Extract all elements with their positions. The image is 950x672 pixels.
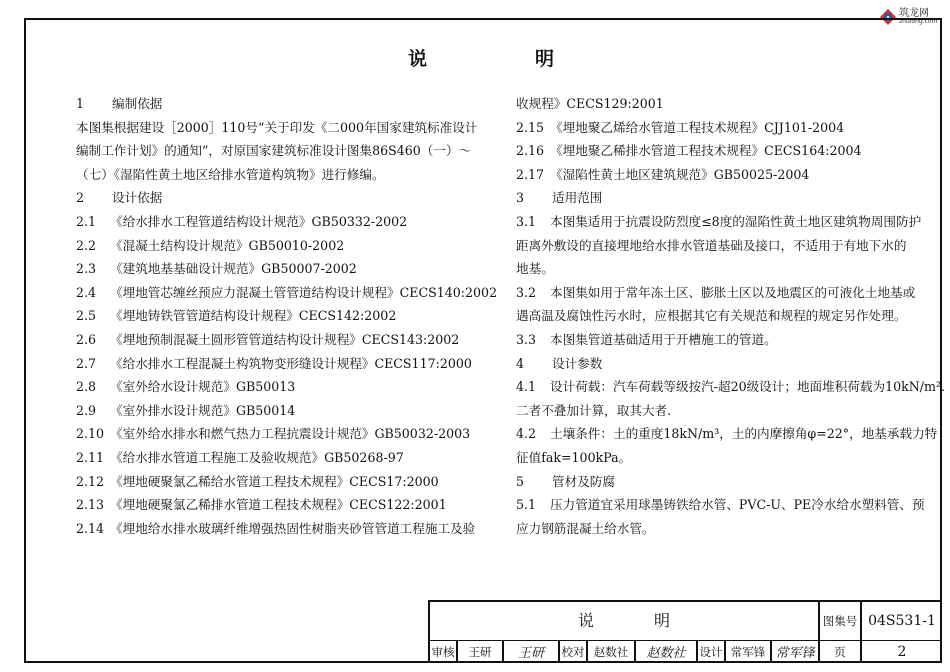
page-title: 说明 (408, 48, 663, 70)
list-item (516, 210, 922, 234)
designer-name: 常军锋 (730, 644, 766, 659)
item-number: 2.15 (516, 119, 545, 135)
item-number: 2.10 (76, 426, 105, 442)
list-item (516, 139, 916, 163)
list-item (516, 163, 916, 187)
title-block-top-row (430, 602, 942, 641)
item-text: 设计参数 (552, 355, 603, 371)
item-text: 土壤条件：土的重度18kN/m³，土的内摩擦角φ=22°，地基承载力特 (550, 426, 938, 442)
section-heading (516, 352, 916, 376)
item-text: 本图集适用于抗震设防烈度≤8度的湿陷性黄土地区建筑物周围防护 (550, 213, 922, 229)
item-text: 距离外敷设的直接埋地给水排水管道基础及接口，不适用于有地下水的 (516, 237, 907, 253)
list-item (76, 352, 472, 376)
list-item (76, 493, 456, 517)
paragraph-line (516, 517, 916, 541)
item-text: 《埋地管芯缠丝预应力混凝土管管道结构设计规程》CECS140:2002 (110, 284, 498, 300)
item-number: 2.2 (76, 237, 97, 253)
paragraph-line (76, 139, 472, 163)
list-item (76, 281, 498, 305)
check-label: 校对 (561, 644, 585, 659)
item-number: 2.16 (516, 143, 545, 159)
item-number: 2.11 (76, 449, 105, 465)
item-text: 《室外给水排水和燃气热力工程抗震设计规范》GB50032-2003 (110, 426, 471, 442)
section-heading (516, 186, 916, 210)
title-block-title: 说明 (577, 611, 730, 630)
left-column (76, 92, 498, 540)
item-number: 3.2 (516, 284, 537, 300)
review-label: 审核 (431, 644, 455, 659)
item-number: 2.7 (76, 355, 97, 371)
list-item (76, 210, 456, 234)
list-item (516, 493, 925, 517)
item-number: 2.3 (76, 261, 97, 277)
list-item (76, 517, 476, 541)
item-number: 2.14 (76, 520, 105, 536)
list-item (516, 328, 916, 352)
item-text: 《给水排水工程混凝土构筑物变形缝设计规程》CECS117:2000 (110, 355, 472, 371)
item-number: 2.12 (76, 473, 105, 489)
list-item (76, 234, 456, 258)
item-text: 适用范围 (552, 190, 603, 206)
item-text: 《埋地聚乙烯给水管道工程技术规程》CJJ101-2004 (550, 119, 845, 135)
item-number: 2.1 (76, 213, 97, 229)
logo-name: 筑龙网 (899, 7, 929, 19)
item-number: 5 (516, 473, 525, 489)
paragraph-line (76, 163, 456, 187)
title-block (428, 600, 942, 663)
paragraph-line (516, 92, 916, 116)
item-text: 《埋地硬聚氯乙稀给水管道工程技术规程》CECS17:2000 (110, 473, 439, 489)
item-number: 3.3 (516, 331, 537, 347)
item-text: 《室外排水设计规范》GB50014 (110, 402, 296, 418)
page-label: 页 (834, 644, 846, 659)
item-number: 2.4 (76, 284, 97, 300)
page-number: 2 (897, 643, 907, 660)
list-item (76, 446, 456, 470)
item-text: 管材及防腐 (552, 473, 615, 489)
item-text: 征值fak=100kPa。 (516, 449, 632, 465)
list-item (76, 470, 456, 494)
item-text: 本图集如用于常年冻土区、膨胀土区以及地震区的可液化土地基或 (550, 284, 916, 300)
checker-name: 赵数社 (593, 644, 629, 659)
item-text: 应力钢筋混凝土给水管。 (516, 520, 655, 536)
item-text: 《埋地预制混凝土圆形管管道结构设计规程》CECS143:2002 (110, 331, 460, 347)
item-text: 《室外给水设计规范》GB50013 (110, 379, 296, 395)
list-item (76, 422, 471, 446)
item-text: 《埋地给水排水玻璃纤维增强热固性树脂夹砂管管道工程施工及验 (110, 520, 476, 536)
item-text: 收规程》CECS129:2001 (516, 96, 664, 111)
item-text: 本图集根据建设［2000］110号“关于印发《二000年国家建筑标准设计 (76, 119, 478, 135)
logo-site: zhulong.com (899, 18, 938, 26)
item-text: 《埋地铸铁管管道结构设计规程》CECS142:2002 (110, 308, 397, 324)
list-item (516, 375, 946, 399)
title-block-bottom-row (430, 640, 942, 663)
item-number: 3.1 (516, 213, 537, 229)
item-text: （七）《湿陷性黄土地区给排水管道构筑物》进行修编。 (76, 166, 385, 182)
checker-signature: 赵数社 (646, 646, 686, 661)
list-item (516, 116, 916, 140)
item-number: 2 (76, 190, 85, 206)
reviewer-name: 王研 (468, 644, 492, 659)
paragraph-line (516, 446, 916, 470)
list-item (76, 304, 456, 328)
item-number: 2.6 (76, 331, 97, 347)
reviewer-signature: 王研 (517, 646, 544, 661)
paragraph-line (76, 116, 478, 140)
item-number: 3 (516, 190, 525, 206)
item-number: 2.9 (76, 402, 97, 418)
item-number: 2.17 (516, 166, 545, 182)
design-label: 设计 (699, 644, 723, 659)
section-heading (516, 470, 916, 494)
paragraph-line (516, 257, 916, 281)
item-text: 《埋地聚乙稀排水管道工程技术规程》CECS164:2004 (550, 143, 862, 159)
item-text: 《给水排水工程管道结构设计规范》GB50332-2002 (110, 213, 408, 229)
item-text: 设计荷载：汽车荷载等级按汽-超20级设计；地面堆积荷载为10kN/m². (550, 379, 946, 395)
item-number: 2.8 (76, 379, 97, 395)
list-item (76, 375, 456, 399)
item-text: 遇高温及腐蚀性污水时，应根据其它有关规范和规程的规定另作处理。 (516, 308, 907, 324)
item-text: 《湿陷性黄土地区建筑规范》GB50025-2004 (550, 166, 810, 182)
item-text: 本图集管道基础适用于开槽施工的管道。 (550, 331, 777, 347)
section-heading (76, 92, 456, 116)
paragraph-line (516, 399, 916, 423)
item-text: 《埋地硬聚氯乙稀排水管道工程技术规程》CECS122:2001 (110, 497, 447, 513)
list-item (76, 328, 460, 352)
designer-signature: 常军锋 (775, 646, 815, 661)
item-text: 《混凝土结构设计规范》GB50010-2002 (110, 237, 345, 253)
item-text: 《建筑地基基础设计规范》GB50007-2002 (110, 261, 357, 277)
list-item (76, 257, 456, 281)
item-text: 设计依据 (112, 190, 163, 206)
item-number: 5.1 (516, 497, 537, 513)
list-item (76, 399, 456, 423)
right-column (516, 92, 946, 540)
item-text: 压力管道宜采用球墨铸铁给水管、PVC-U、PE冷水给水塑料管、预 (550, 497, 925, 513)
item-text: 二者不叠加计算，取其大者. (516, 402, 672, 418)
item-text: 《给水排水管道工程施工及验收规范》GB50268-97 (110, 449, 404, 465)
item-number: 2.5 (76, 308, 97, 324)
atlas-label: 图集号 (822, 614, 858, 628)
item-text: 编制工作计划》的通知”，对原国家建筑标准设计图集86S460（一）～ (76, 143, 472, 159)
item-number: 1 (76, 96, 85, 111)
item-text: 编制依据 (112, 96, 163, 111)
item-number: 4 (516, 355, 525, 371)
item-number: 4.2 (516, 426, 537, 442)
item-number: 2.13 (76, 497, 105, 513)
item-number: 4.1 (516, 379, 537, 395)
list-item (516, 281, 916, 305)
item-text: 地基。 (516, 261, 554, 277)
atlas-number: 04S531-1 (868, 613, 936, 629)
paragraph-line (516, 304, 916, 328)
section-heading (76, 186, 456, 210)
paragraph-line (516, 234, 916, 258)
list-item (516, 422, 938, 446)
